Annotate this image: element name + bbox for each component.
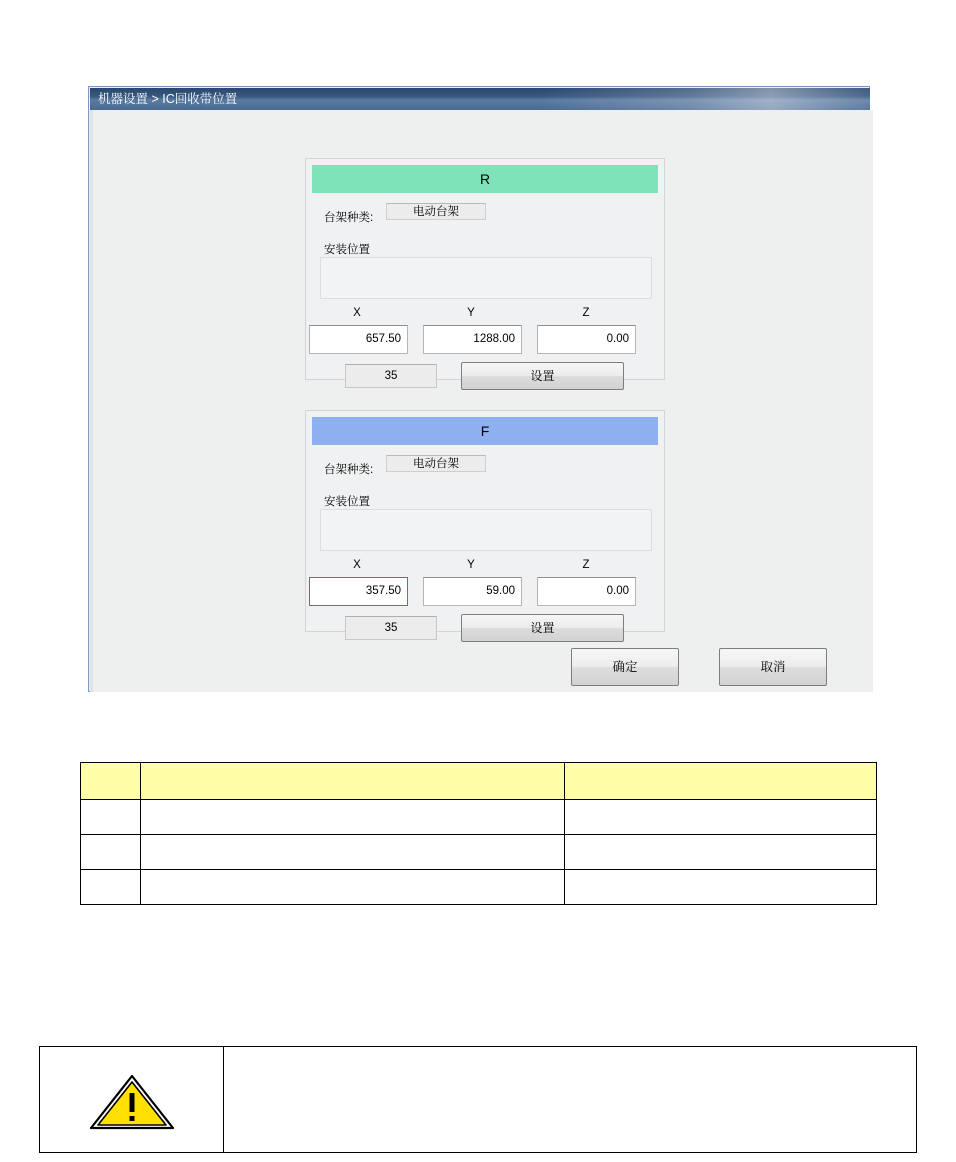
table-cell-no bbox=[81, 800, 141, 835]
panel-r-axis-z-label: Z bbox=[582, 307, 590, 319]
panel-f-axis-y-label: Y bbox=[467, 559, 475, 571]
warning-icon-cell bbox=[40, 1047, 224, 1152]
panel-r-z-input[interactable]: 0.00 bbox=[537, 325, 636, 354]
table-cell-value bbox=[565, 835, 877, 870]
table-cell-value bbox=[565, 800, 877, 835]
table-cell-desc bbox=[141, 800, 565, 835]
panel-r-axis-y-label: Y bbox=[467, 307, 475, 319]
panel-r-type-label: 台架种类: bbox=[324, 212, 374, 224]
panel-r-header: R bbox=[312, 165, 658, 193]
panel-f-install-label: 安装位置 bbox=[324, 496, 370, 508]
panel-r-type-value: 电动台架 bbox=[386, 203, 486, 220]
warning-box bbox=[39, 1046, 917, 1153]
panel-f-z-input[interactable]: 0.00 bbox=[537, 577, 636, 606]
table-row bbox=[81, 800, 877, 835]
panel-r-install-value: 35 bbox=[345, 364, 437, 388]
window-title: 机器设置 > IC回收带位置 bbox=[98, 92, 238, 106]
table-cell-no bbox=[81, 835, 141, 870]
panel-f-header: F bbox=[312, 417, 658, 445]
panel-r-y-input[interactable]: 1288.00 bbox=[423, 325, 522, 354]
panel-f-install-value: 35 bbox=[345, 616, 437, 640]
panel-r bbox=[305, 158, 665, 383]
table-cell-desc bbox=[141, 835, 565, 870]
panel-f-axis-z-label: Z bbox=[582, 559, 590, 571]
parameter-table bbox=[80, 762, 877, 905]
table-header-row bbox=[81, 763, 877, 800]
panel-r-x-input[interactable]: 657.50 bbox=[309, 325, 408, 354]
panel-r-install-label: 安装位置 bbox=[324, 244, 370, 256]
panel-f-set-button[interactable]: 设置 bbox=[461, 614, 624, 642]
cancel-button[interactable]: 取消 bbox=[719, 648, 827, 686]
panel-f-type-label: 台架种类: bbox=[324, 464, 374, 476]
panel-r-set-button[interactable]: 设置 bbox=[461, 362, 624, 390]
titlebar-gloss bbox=[540, 88, 870, 110]
table-cell-no bbox=[81, 870, 141, 905]
table-header-no bbox=[81, 763, 141, 800]
dialog-window bbox=[88, 86, 870, 692]
table-header-desc bbox=[141, 763, 565, 800]
panel-f-x-input[interactable]: 357.50 bbox=[309, 577, 408, 606]
table-cell-desc bbox=[141, 870, 565, 905]
table-header-value bbox=[565, 763, 877, 800]
window-titlebar bbox=[90, 88, 870, 110]
table-row bbox=[81, 835, 877, 870]
panel-f bbox=[305, 410, 665, 635]
ok-button[interactable]: 确定 bbox=[571, 648, 679, 686]
panel-f-axis-x-label: X bbox=[353, 559, 361, 571]
warning-triangle-icon bbox=[88, 1073, 176, 1131]
table-cell-value bbox=[565, 870, 877, 905]
panel-r-axis-x-label: X bbox=[353, 307, 361, 319]
dialog-body bbox=[90, 110, 873, 692]
table-row bbox=[81, 870, 877, 905]
panel-f-y-input[interactable]: 59.00 bbox=[423, 577, 522, 606]
panel-f-type-value: 电动台架 bbox=[386, 455, 486, 472]
